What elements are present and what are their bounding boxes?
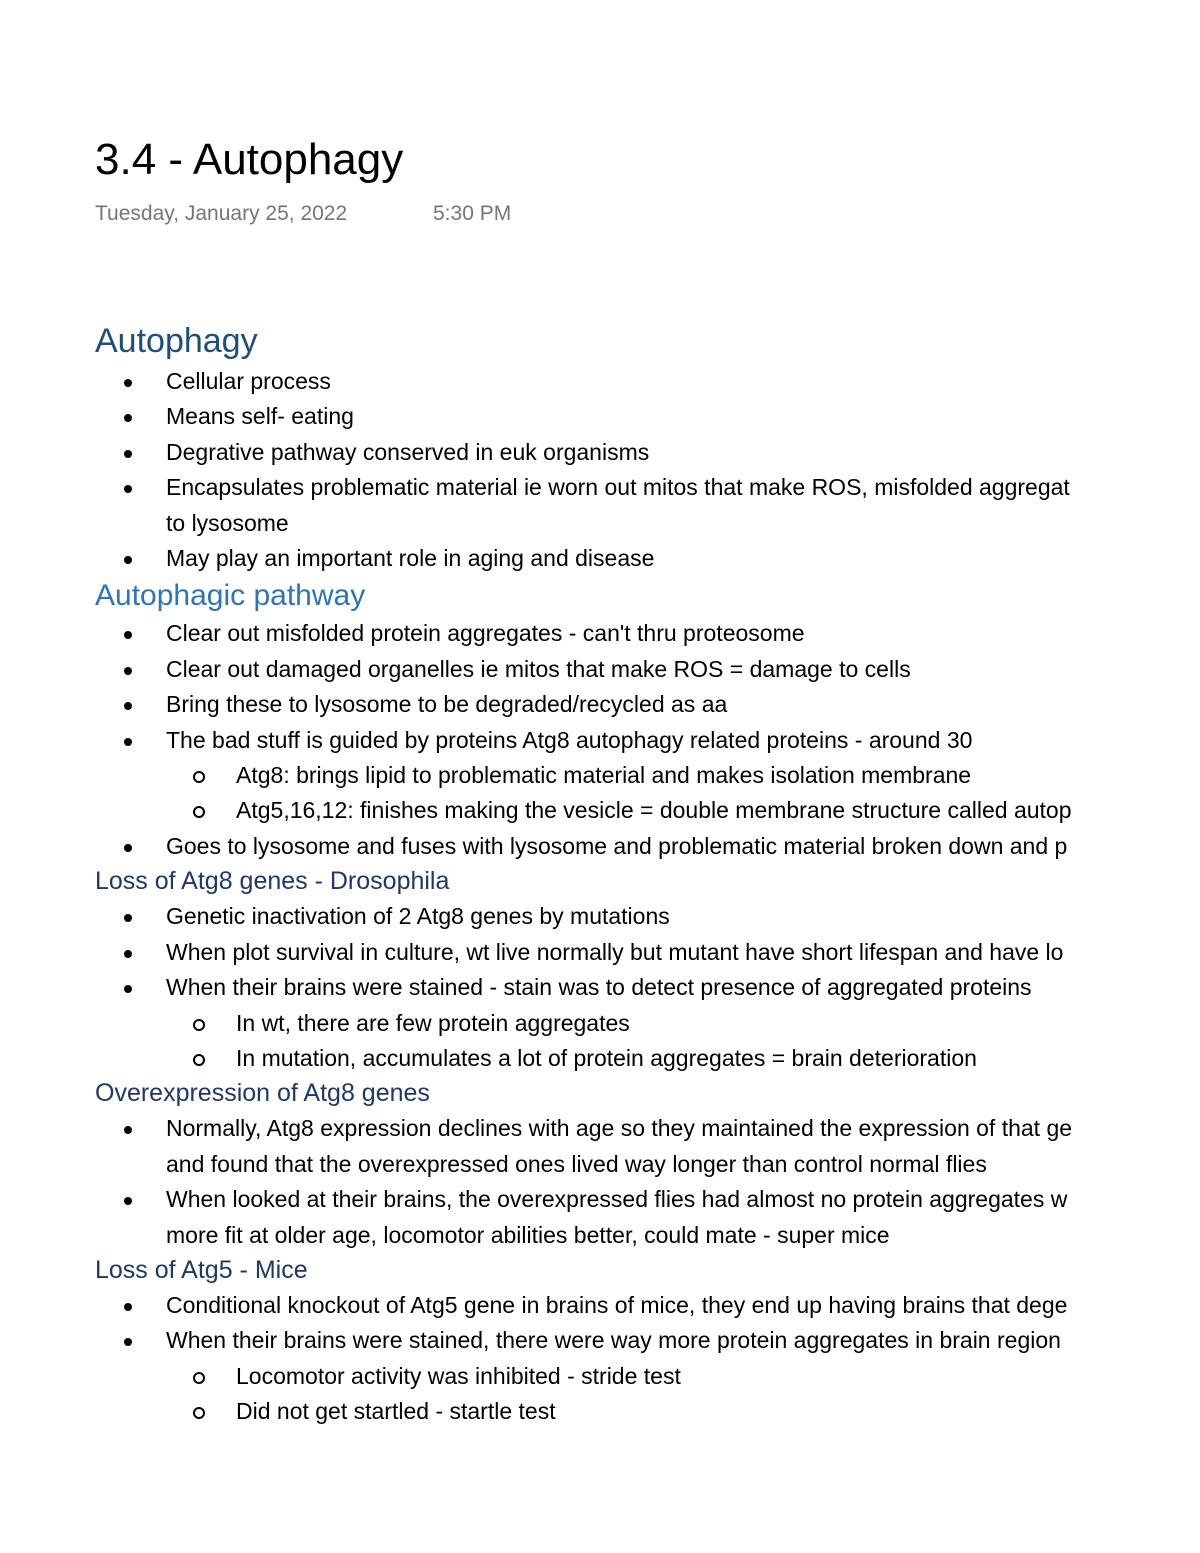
list-item-text: When their brains were stained - stain was to detect presence of aggregated proteins	[166, 974, 1032, 1001]
list-item-text: Cellular process	[166, 368, 331, 394]
list-item	[0, 1111, 1200, 1182]
list-item-text-continued: to lysosome	[166, 509, 289, 536]
overexpression-list	[0, 1111, 1200, 1253]
sub-list-item	[0, 1006, 1200, 1041]
drosophila-list	[0, 899, 1200, 1076]
list-item-text-continued: and found that the overexpressed ones lived way longer than control normal flies	[166, 1150, 987, 1177]
note-content	[0, 318, 1200, 1430]
heading-autophagy: Autophagy	[95, 322, 258, 360]
list-item-text: Means self- eating	[166, 403, 354, 430]
list-item	[0, 435, 1200, 470]
mice-list	[0, 1288, 1200, 1430]
page-title: 3.4 - Autophagy	[95, 135, 404, 184]
heading-overexpression-atg8: Overexpression of Atg8 genes	[95, 1079, 430, 1108]
sub-list-item	[0, 1359, 1200, 1394]
list-item	[0, 829, 1200, 864]
list-item-text-continued: more fit at older age, locomotor abilities better, could mate - super mice	[166, 1221, 890, 1248]
sub-list-item-text: In wt, there are few protein aggregates	[236, 1009, 630, 1036]
list-item-text: Conditional knockout of Atg5 gene in brains of mice, they end up having brains that dege	[166, 1291, 1068, 1318]
heading-loss-atg8-drosophila: Loss of Atg8 genes - Drosophila	[95, 867, 450, 896]
list-item	[0, 1182, 1200, 1253]
list-item	[0, 399, 1200, 434]
list-item	[0, 652, 1200, 687]
sub-list-item-text: In mutation, accumulates a lot of protein aggregates = brain deterioration	[236, 1044, 977, 1071]
page-time: 5:30 PM	[433, 202, 512, 225]
autophagy-list	[0, 364, 1200, 576]
list-item	[0, 1288, 1200, 1323]
sub-list-item-text: Atg5,16,12: finishes making the vesicle = double membrane structure called autop	[236, 797, 1072, 824]
list-item	[0, 970, 1200, 1005]
list-item-text: When looked at their brains, the overexpressed flies had almost no protein aggregates w	[166, 1186, 1068, 1213]
list-item	[0, 470, 1200, 541]
list-item-text: Degrative pathway conserved in euk organisms	[166, 438, 650, 465]
list-item-text: Genetic inactivation of 2 Atg8 genes by mutations	[166, 903, 670, 930]
list-item-text: Encapsulates problematic material ie worn out mitos that make ROS, misfolded aggregat	[166, 474, 1070, 501]
pathway-list	[0, 616, 1200, 864]
list-item-text: Bring these to lysosome to be degraded/recycled as aa	[166, 691, 728, 718]
list-item-text: Normally, Atg8 expression declines with age so they maintained the expression of that ge	[166, 1115, 1073, 1142]
sub-list-item-text: Atg8: brings lipid to problematic material and makes isolation membrane	[236, 762, 972, 789]
sub-list-item	[0, 1041, 1200, 1076]
sub-list-item-text: Locomotor activity was inhibited - stride test	[236, 1362, 681, 1389]
list-item-text: When plot survival in culture, wt live normally but mutant have short lifespan and have lo	[166, 938, 1064, 965]
heading-autophagic-pathway: Autophagic pathway	[95, 579, 366, 613]
list-item	[0, 364, 1200, 399]
sub-list-item	[0, 758, 1200, 793]
list-item-text: May play an important role in aging and disease	[166, 545, 655, 572]
list-item	[0, 723, 1200, 758]
list-item	[0, 1323, 1200, 1358]
list-item-text: Clear out misfolded protein aggregates - can't thru proteosome	[166, 620, 805, 647]
list-item-text: When their brains were stained, there were way more protein aggregates in brain region	[166, 1327, 1061, 1354]
list-item	[0, 899, 1200, 934]
list-item	[0, 616, 1200, 651]
page-timestamp	[95, 201, 512, 227]
sub-list-item-text: Did not get startled - startle test	[236, 1398, 556, 1425]
list-item-text: The bad stuff is guided by proteins Atg8 autophagy related proteins - around 30	[166, 726, 973, 753]
page-date: Tuesday, January 25, 2022	[95, 202, 348, 225]
sub-list-item	[0, 1394, 1200, 1429]
list-item-text: Clear out damaged organelles ie mitos that make ROS = damage to cells	[166, 655, 911, 682]
heading-loss-atg5-mice: Loss of Atg5 - Mice	[95, 1255, 308, 1284]
list-item	[0, 935, 1200, 970]
list-item	[0, 541, 1200, 576]
list-item	[0, 687, 1200, 722]
list-item-text: Goes to lysosome and fuses with lysosome and problematic material broken down and p	[166, 832, 1068, 859]
sub-list-item	[0, 793, 1200, 828]
